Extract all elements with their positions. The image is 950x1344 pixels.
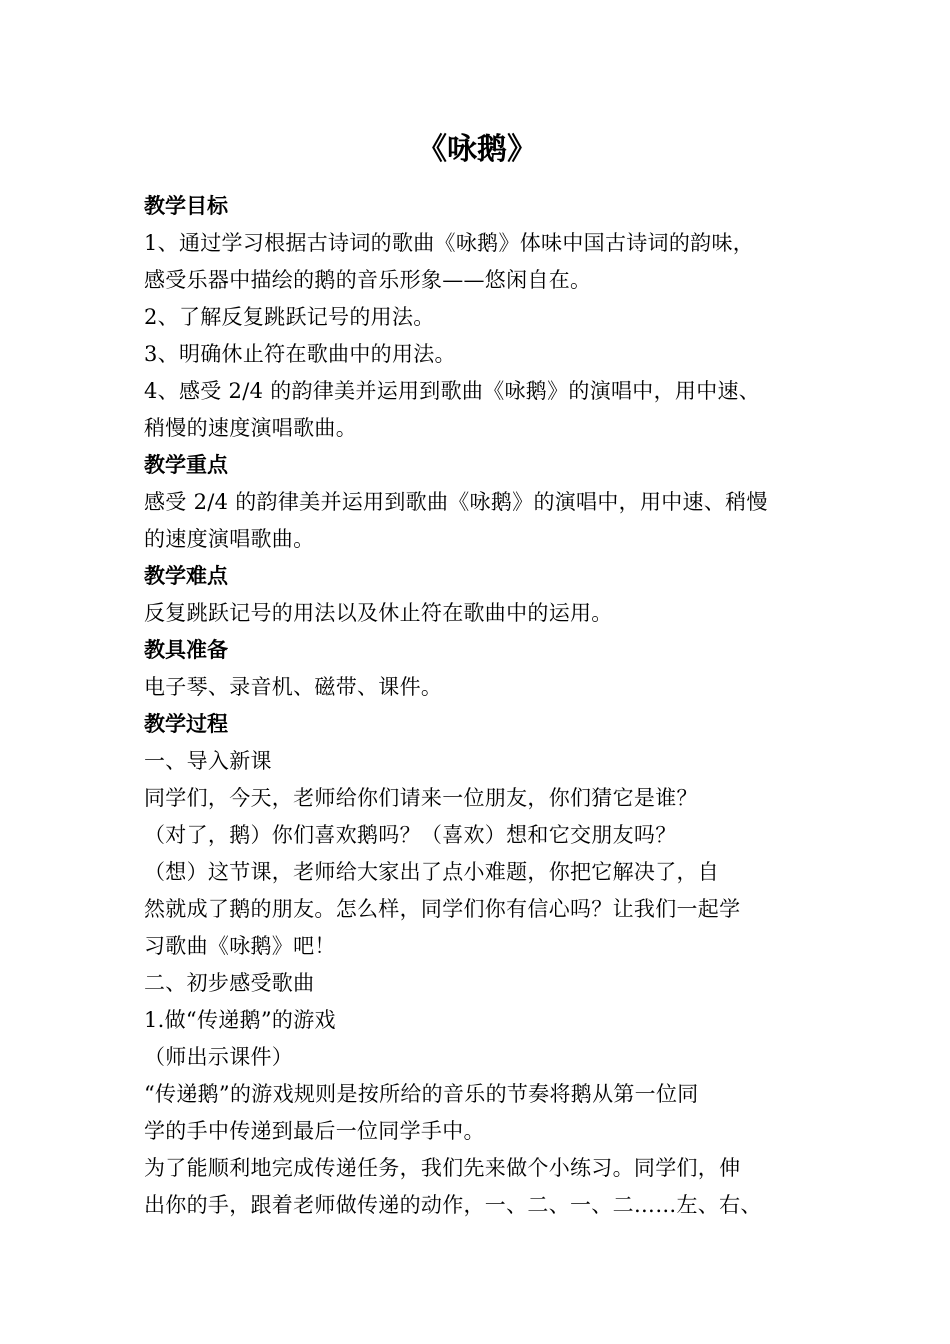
difficulties-line-1: 反复跳跃记号的用法以及休止符在歌曲中的运用。 [144,601,613,625]
objective-item-3: 3、明确休止符在歌曲中的用法。 [144,342,456,366]
objective-item-4-line-1: 4、感受 2/4 的韵律美并运用到歌曲《咏鹅》的演唱中，用中速、 [144,379,761,403]
key-points-heading: 教学重点 [144,453,228,477]
process-paragraph-1-line-1: 同学们，今天，老师给你们请来一位朋友，你们猜它是谁？ [144,786,698,810]
process-part-1-title: 一、导入新课 [144,749,272,773]
difficulties-heading: 教学难点 [144,564,228,588]
document-body [144,128,810,1224]
materials-heading: 教具准备 [144,638,228,662]
process-step-1-note: （师出示课件） [144,1045,294,1069]
key-points-line-2: 的速度演唱歌曲。 [144,527,315,551]
materials-line-1: 电子琴、录音机、磁带、课件。 [144,675,443,699]
process-paragraph-1-line-3: （想）这节课，老师给大家出了点小难题，你把它解决了，自 [144,860,720,884]
objective-item-2: 2、了解反复跳跃记号的用法。 [144,305,435,329]
process-paragraph-1-line-5: 习歌曲《咏鹅》吧！ [144,934,336,958]
key-points-line-1: 感受 2/4 的韵律美并运用到歌曲《咏鹅》的演唱中，用中速、稍慢 [144,490,768,514]
process-paragraph-2-line-1: “传递鹅”的游戏规则是按所给的音乐的节奏将鹅从第一位同 [144,1082,699,1106]
objective-item-4-line-2: 稍慢的速度演唱歌曲。 [144,416,357,440]
process-paragraph-2-line-2: 学的手中传递到最后一位同学手中。 [144,1119,485,1143]
process-paragraph-3-line-2: 出你的手，跟着老师做传递的动作，一、二、一、二……左、右、 [144,1193,762,1217]
objectives-heading: 教学目标 [144,194,228,218]
process-paragraph-1-line-2: （对了，鹅）你们喜欢鹅吗？（喜欢）想和它交朋友吗？ [144,823,677,847]
process-paragraph-3-line-1: 为了能顺利地完成传递任务，我们先来做个小练习。同学们，伸 [144,1156,741,1180]
objective-item-1-line-1: 1、通过学习根据古诗词的歌曲《咏鹅》体味中国古诗词的韵味， [144,231,755,255]
process-paragraph-1-line-4: 然就成了鹅的朋友。怎么样，同学们你有信心吗？让我们一起学 [144,897,741,921]
process-heading: 教学过程 [144,712,228,736]
objective-item-1-line-2: 感受乐器中描绘的鹅的音乐形象——悠闲自在。 [144,268,592,292]
process-step-1-title: 1.做“传递鹅”的游戏 [144,1008,336,1032]
process-part-2-title: 二、初步感受歌曲 [144,971,315,995]
document-title: 《咏鹅》 [417,132,537,167]
